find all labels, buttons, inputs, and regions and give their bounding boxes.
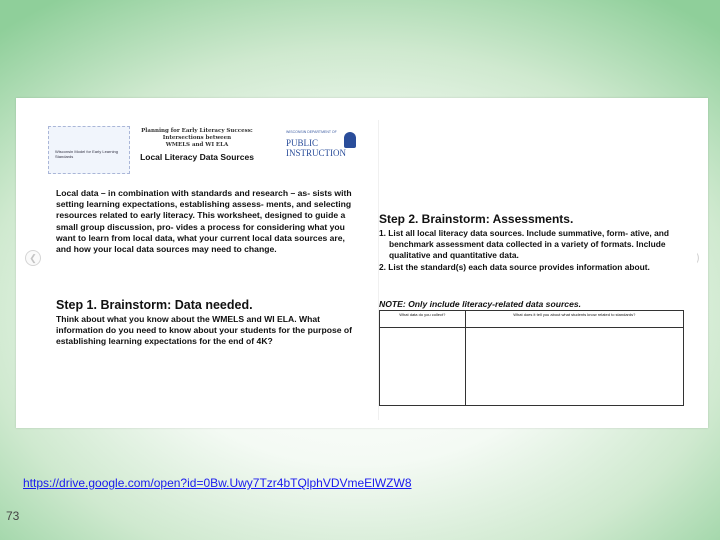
slide-number: 73 <box>6 509 20 523</box>
table-cell <box>380 328 466 406</box>
worksheet-title: Local Literacy Data Sources <box>140 152 254 162</box>
data-sources-table <box>379 310 684 406</box>
step2-heading: Step 2. Brainstorm: Assessments. <box>379 212 574 226</box>
right-page <box>378 120 697 420</box>
dpi-logo: WISCONSIN DEPARTMENT OF PUBLIC INSTRUCTION <box>286 128 362 162</box>
wmels-logo: Wisconsin Model for Early Learning Standards <box>48 126 130 174</box>
step2-list <box>379 228 679 273</box>
document-viewer <box>16 98 708 428</box>
table-header-data: What data do you collect? <box>380 311 466 328</box>
dpi-emblem-icon <box>344 132 356 148</box>
worksheet-header <box>132 128 262 162</box>
header-line-3: WMELS and WI ELA <box>165 142 229 148</box>
step1-heading: Step 1. Brainstorm: Data needed. <box>56 298 253 312</box>
intro-paragraph: Local data – in combination with standards and research – as- sists with setting learning expectations, establishing assess- ments, and selecting resources related to early literacy. This worksheet, designed to guide a small group discussion, pro- vides a process for considering what you want to learn from local data, what your current local data sources are, and how your local data sources may need to change. <box>56 188 352 255</box>
step1-body: Think about what you know about the WMELS and WI ELA. What information do you need to know about your students for the purpose of establishing learning expectations for the end of 4K? <box>56 314 353 347</box>
drive-link[interactable]: https://drive.google.com/open?id=0Bw.Uwy7Tzr4bTQlphVDVmeElWZW8 <box>23 476 412 490</box>
list-item: 2. List the standard(s) each data source provides information about. <box>379 261 650 272</box>
list-item: 1. List all local literacy data sources. Include summative, form- ative, and benchmark assessment data collected in a variety of formats. Include qualitative and quantitative data. <box>379 228 669 261</box>
previous-page-button[interactable] <box>25 250 41 266</box>
header-line-1: Planning for Early Literacy Success: <box>141 128 253 134</box>
note-text: NOTE: Only include literacy-related data sources. <box>379 299 582 309</box>
table-cell <box>465 328 683 406</box>
table-header-standards: What does it tell you about what students know related to standards? <box>465 311 683 328</box>
left-page <box>46 120 364 420</box>
chevron-left-icon: ❮ <box>29 253 37 263</box>
header-line-2: Intersections between <box>162 135 232 141</box>
